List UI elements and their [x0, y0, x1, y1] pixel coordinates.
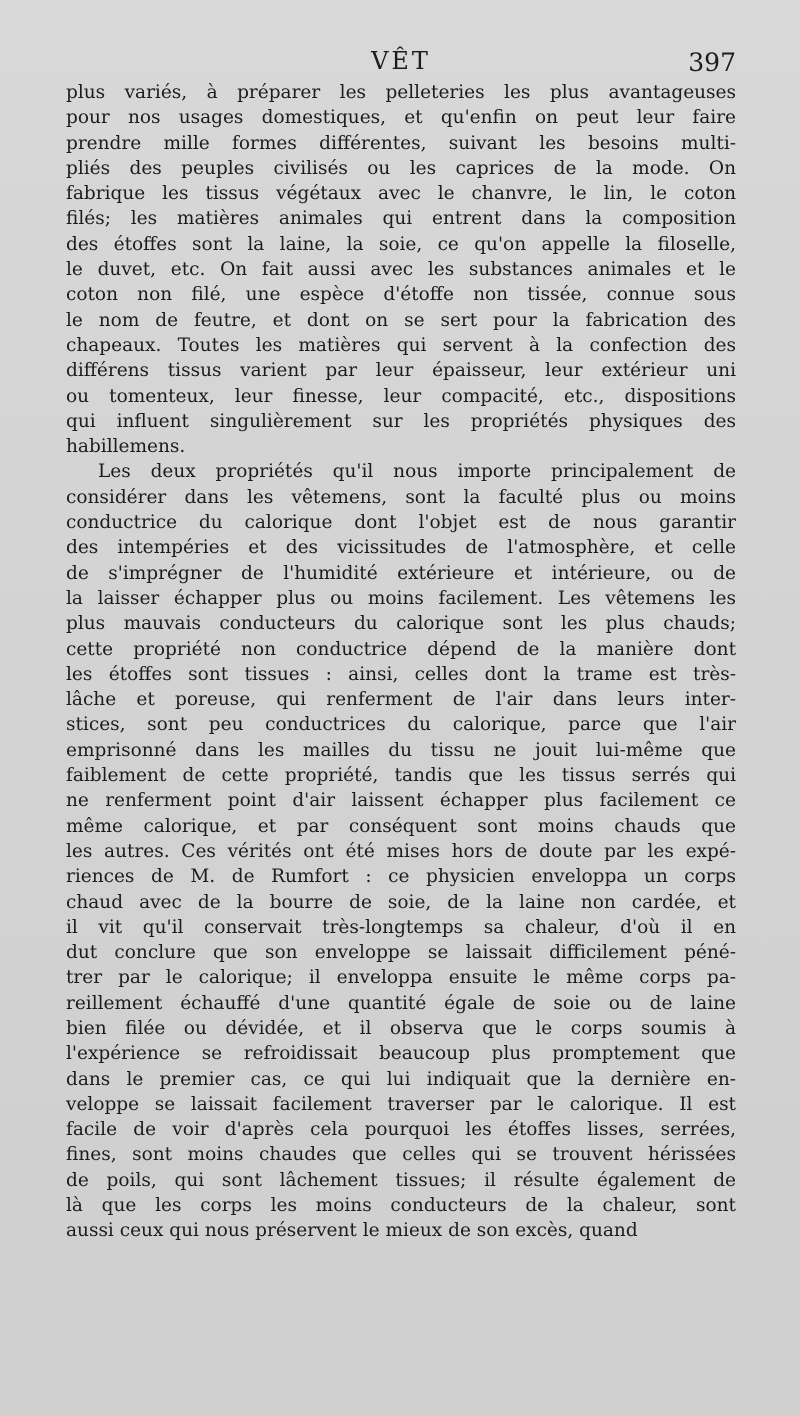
text-line: cette propriété non conductrice dépend de la manière dont: [66, 638, 736, 660]
text-line: habillemens.: [66, 436, 186, 458]
text-line: stices, sont peu conductrices du calorique, parce que l'air: [66, 714, 736, 736]
text-line: les étoffes sont tissues : ainsi, celles dont la trame est très-: [66, 663, 736, 685]
text-line: dut conclure que son enveloppe se laissait difficilement péné-: [66, 942, 736, 964]
running-head: [66, 44, 736, 78]
text-line: Les deux propriétés qu'il nous importe principalement de: [98, 461, 736, 483]
text-line: là que les corps les moins conducteurs de la chaleur, sont: [66, 1195, 736, 1217]
text-line: considérer dans les vêtemens, sont la faculté plus ou moins: [66, 486, 736, 508]
text-line: plus variés, à préparer les pelleteries les plus avantageuses: [66, 82, 736, 103]
text-line: filés; les matières animales qui entrent dans la composition: [66, 208, 736, 230]
text-line: emprisonné dans les mailles du tissu ne jouit lui-même que: [66, 739, 736, 761]
text-line: fines, sont moins chaudes que celles qui se trouvent hérissées: [66, 1144, 736, 1166]
text-line: chaud avec de la bourre de soie, de la laine non cardée, et: [66, 891, 736, 913]
text-line: conductrice du calorique dont l'objet est de nous garantir: [66, 512, 736, 534]
text-line: pliés des peuples civilisés ou les caprices de la mode. On: [66, 157, 736, 179]
paragraph: [66, 459, 736, 1243]
running-title: VÊT: [371, 47, 431, 75]
text-line: coton non filé, une espèce d'étoffe non tissée, connue sous: [66, 284, 736, 306]
text-line: différens tissus varient par leur épaisseur, leur extérieur uni: [66, 360, 736, 382]
text-line: bien filée ou dévidée, et il observa que le corps soumis à: [66, 1017, 736, 1039]
page-number: 397: [688, 48, 736, 77]
text-line: ou tomenteux, leur finesse, leur compacité, etc., dispositions: [66, 385, 736, 407]
text-line: lâche et poreuse, qui renferment de l'air dans leurs inter-: [66, 689, 736, 711]
body-text: [66, 80, 736, 1244]
text-line: il vit qu'il conservait très-longtemps sa chaleur, d'où il en: [66, 916, 736, 938]
text-line: trer par le calorique; il enveloppa ensuite le même corps pa-: [66, 967, 736, 989]
text-line: même calorique, et par conséquent sont moins chauds que: [66, 815, 736, 837]
text-line: de poils, qui sont lâchement tissues; il résulte également de: [66, 1169, 736, 1191]
text-line: prendre mille formes différentes, suivant les besoins multi-: [66, 132, 736, 154]
text-line: l'expérience se refroidissait beaucoup plus promptement que: [66, 1043, 736, 1065]
text-line: reillement échauffé d'une quantité égale de soie ou de laine: [66, 992, 736, 1014]
text-line: qui influent singulièrement sur les propriétés physiques des: [66, 410, 736, 432]
text-line: faiblement de cette propriété, tandis que les tissus serrés qui: [66, 765, 736, 787]
text-line: les autres. Ces vérités ont été mises hors de doute par les expé-: [66, 840, 736, 862]
text-line: dans le premier cas, ce qui lui indiquait que la dernière en-: [66, 1068, 736, 1090]
text-line: ne renferment point d'air laissent échapper plus facilement ce: [66, 790, 736, 812]
text-line: veloppe se laissait facilement traverser par le calorique. Il est: [66, 1093, 736, 1115]
text-line: la laisser échapper plus ou moins facilement. Les vêtemens les: [66, 587, 736, 609]
text-line: fabrique les tissus végétaux avec le chanvre, le lin, le coton: [66, 183, 736, 205]
text-line: de s'imprégner de l'humidité extérieure et intérieure, ou de: [66, 562, 736, 584]
text-line: plus mauvais conducteurs du calorique sont les plus chauds;: [66, 613, 736, 635]
text-line: des intempéries et des vicissitudes de l'atmosphère, et celle: [66, 537, 736, 559]
text-line: le duvet, etc. On fait aussi avec les substances animales et le: [66, 259, 736, 281]
text-line: des étoffes sont la laine, la soie, ce qu'on appelle la filoselle,: [66, 233, 736, 255]
text-line: aussi ceux qui nous préservent le mieux de son excès, quand: [66, 1220, 638, 1242]
paragraph: [66, 80, 736, 459]
text-line: facile de voir d'après cela pourquoi les étoffes lisses, serrées,: [66, 1119, 736, 1141]
text-line: pour nos usages domestiques, et qu'enfin on peut leur faire: [66, 107, 736, 129]
text-line: chapeaux. Toutes les matières qui servent à la confection des: [66, 334, 736, 356]
text-line: riences de M. de Rumfort : ce physicien enveloppa un corps: [66, 866, 736, 888]
text-line: le nom de feutre, et dont on se sert pour la fabrication des: [66, 309, 736, 331]
